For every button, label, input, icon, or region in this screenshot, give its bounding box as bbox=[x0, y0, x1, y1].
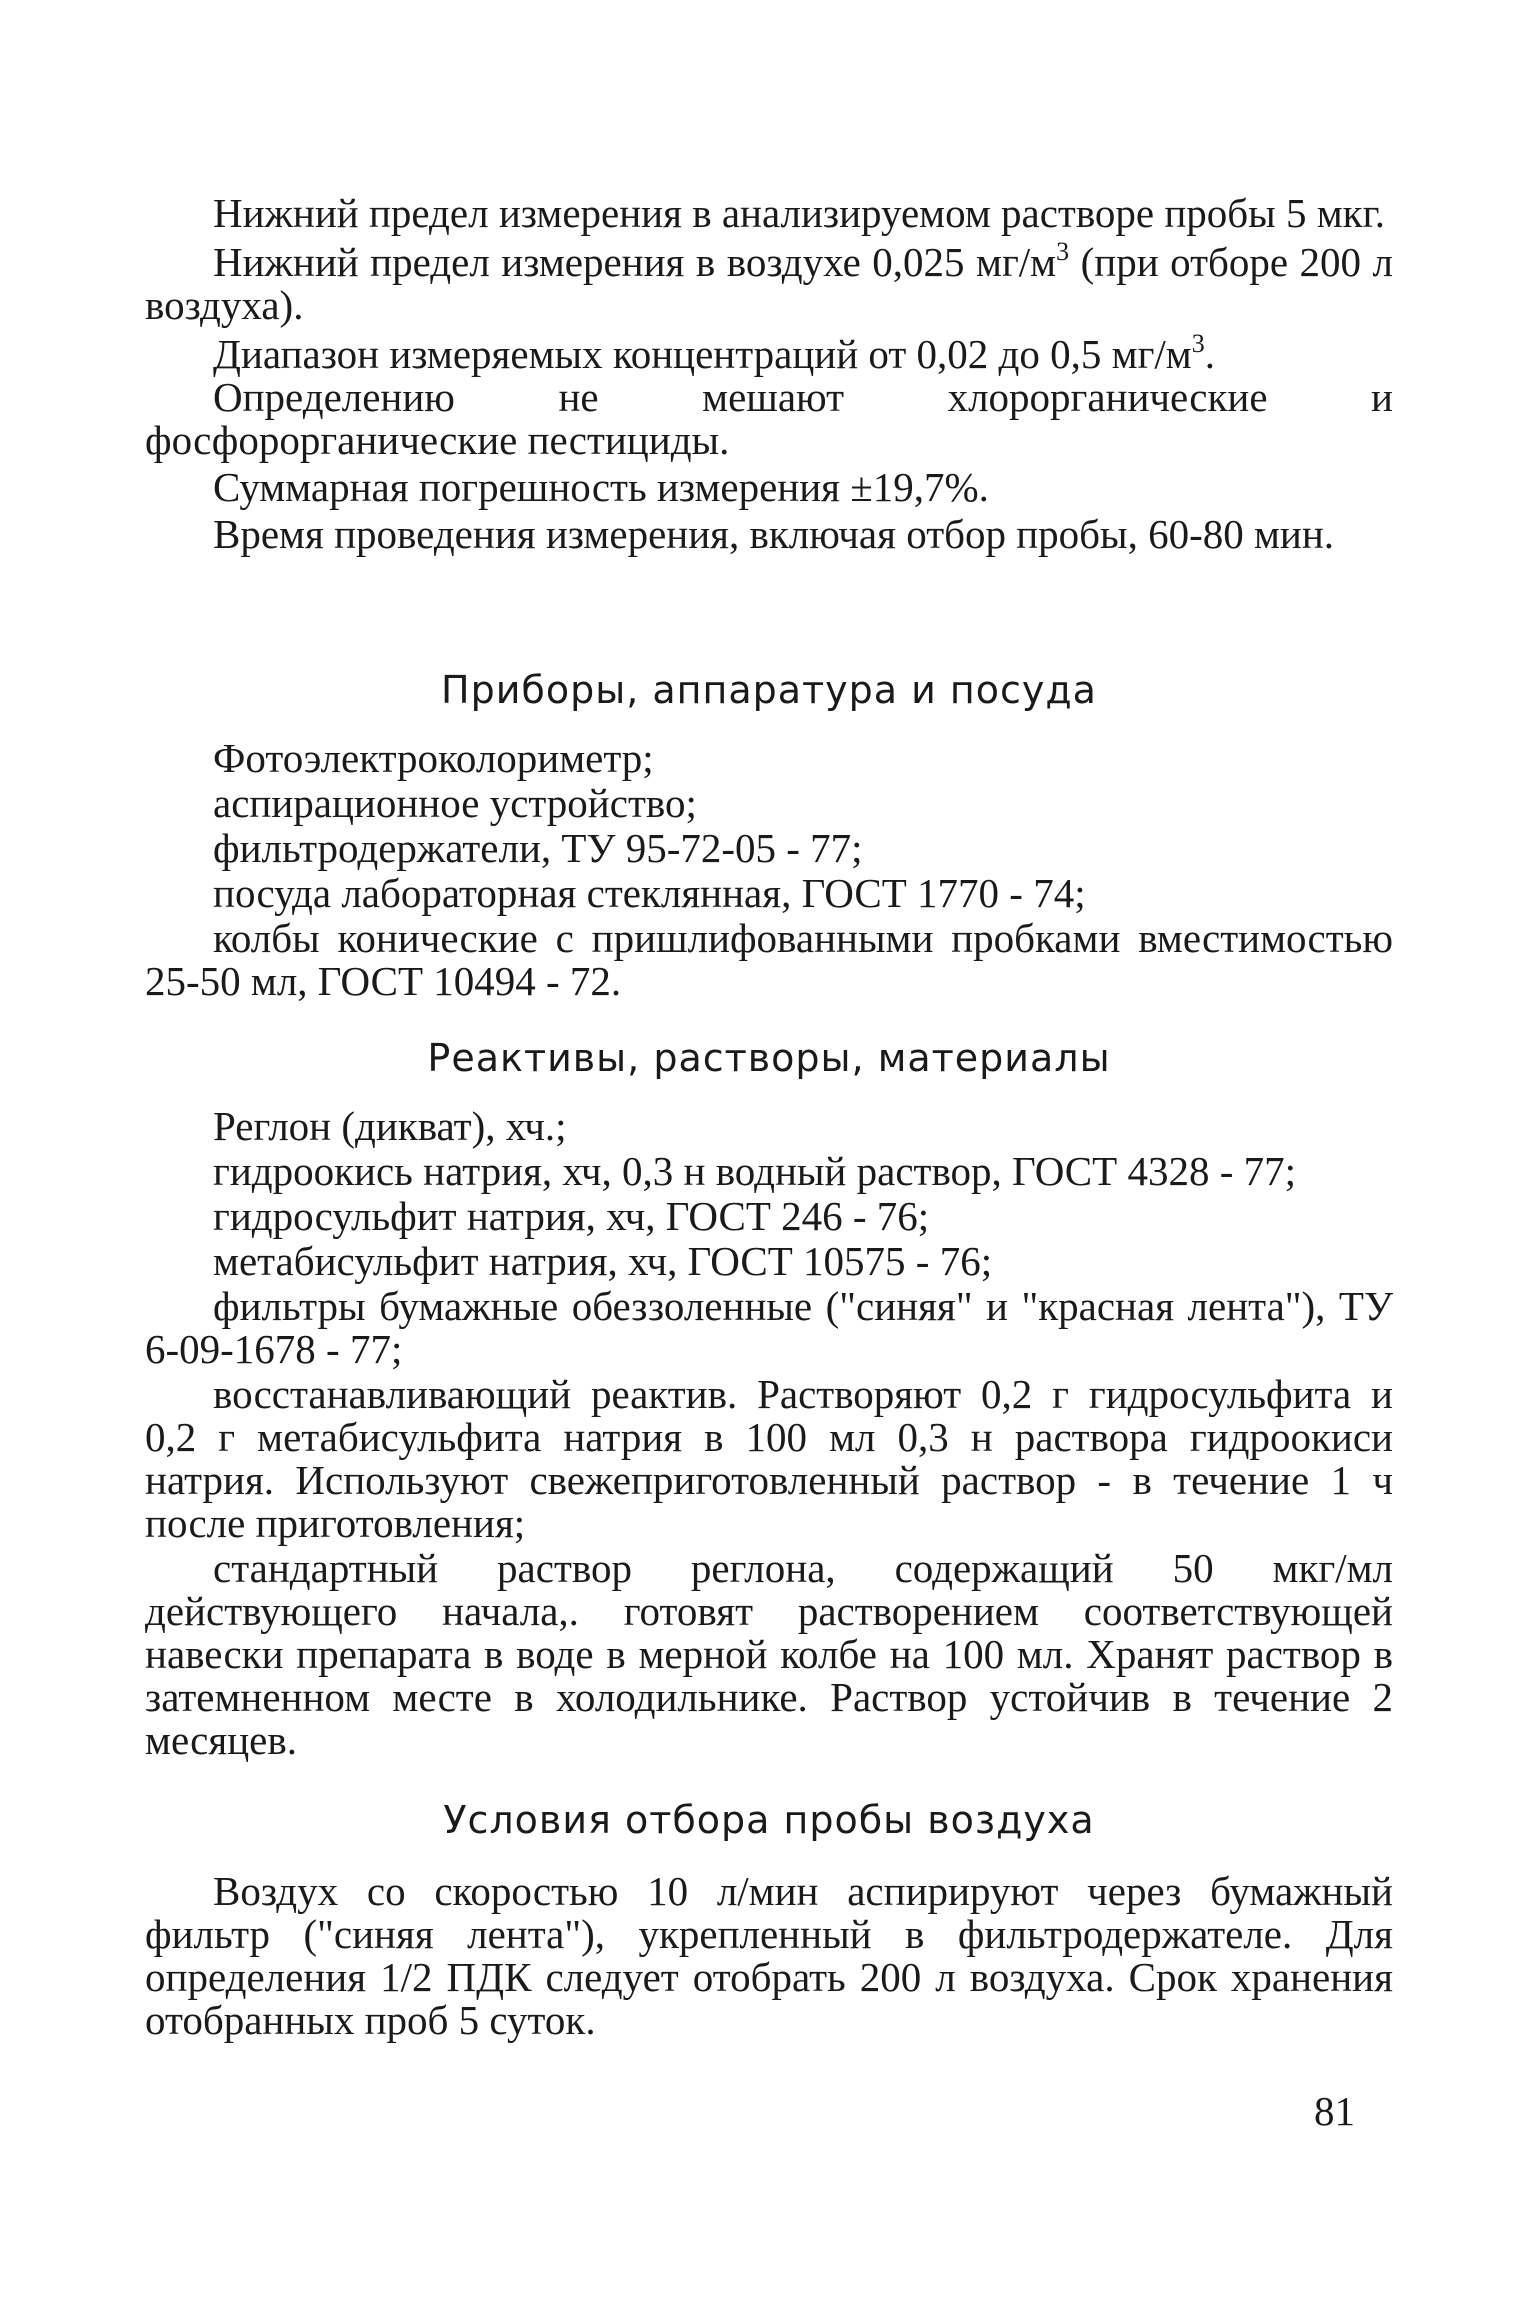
intro-block bbox=[145, 192, 1393, 556]
reagents-list bbox=[145, 1105, 1393, 1762]
list-item: метабисульфит натрия, хч, ГОСТ 10575 - 76; bbox=[213, 1238, 993, 1284]
intro-paragraph: Нижний предел измерения в анализируемом растворе пробы 5 мкг. bbox=[213, 190, 1386, 236]
intro-paragraph: Определению не мешают хлорорганические и фосфорорганические пестициды. bbox=[145, 374, 1393, 463]
page-number: 81 bbox=[1314, 2088, 1355, 2134]
intro-paragraph: Время проведения измерения, включая отбор пробы, 60-80 мин. bbox=[213, 511, 1335, 557]
section-heading-reagents: Реактивы, растворы, материалы bbox=[427, 1036, 1111, 1080]
list-item: гидросульфит натрия, хч, ГОСТ 246 - 76; bbox=[213, 1193, 930, 1239]
list-item: Реглон (дикват), хч.; bbox=[213, 1103, 567, 1149]
intro-paragraph: Нижний предел измерения в воздухе 0,025 $мг/м^3$ (при отборе 200 л воздуха). bbox=[145, 237, 1393, 328]
list-item: посуда лабораторная стеклянная, ГОСТ 1770 - 74; bbox=[213, 870, 1086, 916]
intro-paragraph: Суммарная погрешность измерения ±19,7%. bbox=[213, 464, 989, 510]
sampling-block bbox=[145, 1870, 1393, 2042]
list-item: стандартный раствор реглона, содержащий 50 мкг/мл действующего начала,. готовят растворением соответствующей навески препарата в воде в мерной колбе на 100 мл. Хранят раствор в затемненном месте в холодильнике. Раствор устойчив в течение 2 месяцев. bbox=[145, 1545, 1393, 1763]
section-heading-sampling: Условия отбора пробы воздуха bbox=[443, 1798, 1095, 1842]
list-item: гидроокись натрия, хч, 0,3 н водный раствор, ГОСТ 4328 - 77; bbox=[213, 1148, 1296, 1194]
list-item: восстанавливающий реактив. Растворяют 0,2 г гидросульфита и 0,2 г метабисульфита натрия в 100 мл 0,3 н раствора гидроокиси натрия. Используют свежеприготовленный раствор - в течение 1 ч после приготовления; bbox=[145, 1371, 1393, 1546]
equipment-list bbox=[145, 737, 1393, 1003]
document-page bbox=[145, 0, 1393, 2304]
list-item: фильтродержатели, ТУ 95-72-05 - 77; bbox=[213, 825, 863, 871]
list-item: аспирационное устройство; bbox=[213, 780, 697, 826]
sampling-paragraph: Воздух со скоростью 10 л/мин аспирируют через бумажный фильтр ("синяя лента"), укрепленный в фильтродержателе. Для определения 1/2 ПДК следует отобрать 200 л воздуха. Срок хранения отобранных проб 5 суток. bbox=[145, 1868, 1393, 2043]
list-item: Фотоэлектроколориметр; bbox=[213, 735, 654, 781]
list-item: фильтры бумажные обеззоленные ("синяя" и "красная лента"), ТУ 6-09-1678 - 77; bbox=[145, 1283, 1393, 1372]
intro-paragraph: Диапазон измеряемых концентраций от 0,02 до 0,5 $мг/м^3$. bbox=[213, 329, 1215, 377]
section-heading-equipment: Приборы, аппаратура и посуда bbox=[441, 668, 1097, 712]
list-item: колбы конические с пришлифованными пробками вместимостью 25-50 мл, ГОСТ 10494 - 72. bbox=[145, 915, 1393, 1004]
